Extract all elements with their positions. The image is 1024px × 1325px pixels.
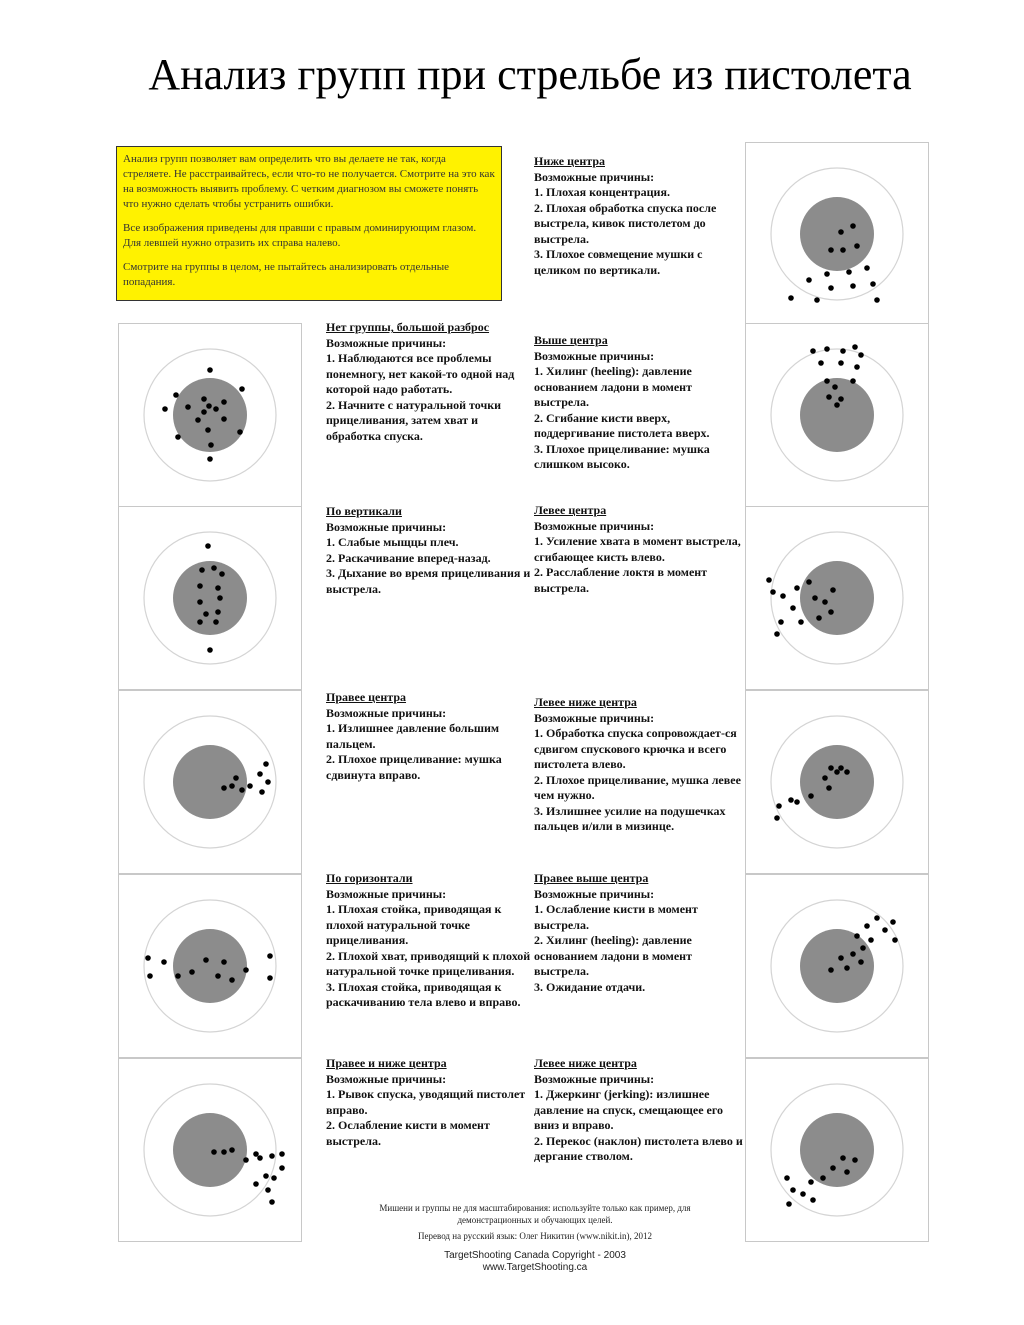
footer-translator: Перевод на русский язык: Олег Никитин (www.nikit.in), 2012 — [418, 1231, 652, 1241]
shot-hole — [870, 281, 876, 287]
shot-hole — [766, 577, 772, 583]
shot-hole — [816, 615, 822, 621]
shot-hole — [247, 783, 253, 789]
desc-left-4 — [326, 1056, 536, 1149]
shot-hole — [774, 815, 780, 821]
shot-hole — [868, 937, 874, 943]
shot-hole — [185, 404, 191, 410]
desc-line: 1. Излишнее давление большим пальцем. — [326, 721, 500, 751]
shot-hole — [822, 775, 828, 781]
desc-line: 2. Перекос (наклон) пистолета влево и дергание стволом. — [534, 1133, 743, 1163]
target-bullseye — [173, 1113, 247, 1187]
desc-heading: Нет группы, большой разброс — [326, 320, 490, 334]
desc-left-2 — [326, 690, 536, 783]
shot-hole — [145, 955, 151, 961]
shot-hole — [257, 771, 263, 777]
desc-line: 1. Джеркинг (jerking): излишнее давление на спуск, смещающее его вниз и вправо. — [534, 1087, 724, 1132]
desc-heading: Правее центра — [326, 690, 407, 704]
shot-hole — [850, 283, 856, 289]
desc-heading: По горизонтали — [326, 871, 413, 885]
shot-hole — [197, 619, 203, 625]
shot-hole — [189, 969, 195, 975]
shot-hole — [271, 1175, 277, 1181]
desc-line: Возможные причины: — [326, 705, 447, 720]
shot-hole — [846, 269, 852, 275]
intro-paragraph: Все изображения приведены для правши с правым доминирующим глазом. Для левшей нужно отразить их справа налево. — [123, 222, 477, 249]
target-graphic — [746, 507, 928, 689]
target-graphic — [746, 1059, 928, 1241]
shot-hole — [221, 416, 227, 422]
shot-hole — [259, 789, 265, 795]
desc-line: 1. Плохая концентрация. — [534, 185, 670, 199]
target-graphic — [119, 875, 301, 1057]
shot-hole — [206, 403, 212, 409]
desc-line: 2. Плохое прицеливание, мушка левее чем нужно. — [534, 772, 741, 802]
desc-line: 1. Ослабление кисти в момент выстрела. — [534, 902, 698, 932]
shot-hole — [195, 417, 201, 423]
target-graphic — [119, 691, 301, 873]
desc-line: Возможные причины: — [534, 169, 655, 184]
shot-hole — [890, 919, 896, 925]
target-graphic — [746, 143, 928, 325]
shot-hole — [850, 951, 856, 957]
desc-line: Возможные причины: — [326, 1071, 447, 1086]
desc-line: 1. Обработка спуска сопровождает-ся сдвигом спускового крючка и всего пистолета влево. — [534, 726, 737, 771]
shot-hole — [828, 285, 834, 291]
shot-hole — [810, 348, 816, 354]
shot-hole — [221, 785, 227, 791]
desc-line: 2. Начните с натуральной точки прицеливания, затем хват и обработка спуска. — [326, 397, 502, 443]
desc-right-4 — [534, 871, 744, 995]
target-graphic — [119, 1059, 301, 1241]
shot-hole — [844, 769, 850, 775]
shot-hole — [838, 360, 844, 366]
shot-hole — [784, 1175, 790, 1181]
shot-hole — [820, 1175, 826, 1181]
shot-hole — [838, 396, 844, 402]
shot-hole — [207, 456, 213, 462]
shot-hole — [201, 409, 207, 415]
desc-line: Возможные причины: — [534, 348, 655, 363]
shot-hole — [243, 967, 249, 973]
shot-hole — [205, 543, 211, 549]
shot-hole — [253, 1151, 259, 1157]
desc-right-2 — [534, 503, 744, 596]
target-left-4 — [118, 1058, 302, 1242]
desc-left-3 — [326, 871, 536, 1011]
desc-line: 3. Плохое совмещение мушки с целиком по вертикали. — [534, 247, 703, 277]
shot-hole — [215, 585, 221, 591]
shot-hole — [824, 271, 830, 277]
desc-right-5 — [534, 1056, 744, 1165]
shot-hole — [267, 953, 273, 959]
shot-hole — [199, 567, 205, 573]
desc-heading: По вертикали — [326, 504, 402, 518]
desc-line: Возможные причины: — [534, 518, 655, 533]
shot-hole — [806, 579, 812, 585]
shot-hole — [830, 1165, 836, 1171]
desc-line: Возможные причины: — [534, 710, 655, 725]
shot-hole — [818, 360, 824, 366]
footer-note: Мишени и группы не для масштабирования: используйте только как пример, для демонстрационных и обучающих целей. — [379, 1203, 691, 1225]
shot-hole — [229, 1147, 235, 1153]
shot-hole — [864, 923, 870, 929]
shot-hole — [834, 769, 840, 775]
shot-hole — [211, 565, 217, 571]
shot-hole — [221, 399, 227, 405]
shot-hole — [279, 1165, 285, 1171]
shot-hole — [197, 599, 203, 605]
desc-heading: Левее центра — [534, 503, 607, 517]
shot-hole — [828, 247, 834, 253]
shot-hole — [239, 386, 245, 392]
footer-site: www.TargetShooting.ca — [482, 1262, 588, 1273]
target-bullseye — [800, 1113, 874, 1187]
target-right-2 — [745, 506, 929, 690]
target-bullseye — [800, 929, 874, 1003]
desc-right-3 — [534, 695, 744, 835]
desc-line: 1. Усиление хвата в момент выстрела, сгибающее кисть влево. — [534, 534, 741, 564]
shot-hole — [838, 955, 844, 961]
desc-line: 3. Плохая стойка, приводящая к раскачиванию тела влево и вправо. — [326, 979, 521, 1009]
shot-hole — [215, 609, 221, 615]
shot-hole — [850, 378, 856, 384]
shot-hole — [161, 959, 167, 965]
shot-hole — [840, 247, 846, 253]
desc-line: 2. Плохой хват, приводящий к плохой натуральной точке прицеливания. — [326, 948, 531, 978]
desc-left-1 — [326, 504, 536, 597]
target-bullseye — [173, 561, 247, 635]
target-right-3 — [745, 690, 929, 874]
desc-heading: Правее и ниже центра — [326, 1056, 447, 1070]
shot-hole — [215, 973, 221, 979]
shot-hole — [844, 1169, 850, 1175]
shot-hole — [265, 779, 271, 785]
target-bullseye — [173, 378, 247, 452]
shot-hole — [794, 585, 800, 591]
shot-hole — [175, 434, 181, 440]
target-bullseye — [800, 197, 874, 271]
desc-line: 2. Раскачивание вперед-назад. — [326, 550, 491, 565]
shot-hole — [267, 975, 273, 981]
shot-hole — [253, 1181, 259, 1187]
shot-hole — [207, 647, 213, 653]
shot-hole — [197, 583, 203, 589]
shot-hole — [205, 427, 211, 433]
shot-hole — [279, 1151, 285, 1157]
shot-hole — [213, 406, 219, 412]
shot-hole — [217, 595, 223, 601]
intro-paragraph: Анализ групп позволяет вам определить что вы делаете не так, когда стреляете. Не расстраивайтесь, если что-то не получается. Смотрите на это как на возможность выявить проблему. С четким диагнозом вы сможете понять что нужно сделать чтобы устранить ошибки. — [123, 153, 495, 210]
shot-hole — [147, 973, 153, 979]
shot-hole — [858, 959, 864, 965]
shot-hole — [860, 945, 866, 951]
shot-hole — [826, 394, 832, 400]
shot-hole — [239, 787, 245, 793]
desc-right-0 — [534, 154, 744, 278]
target-left-0 — [118, 323, 302, 507]
shot-hole — [840, 1155, 846, 1161]
shot-hole — [162, 406, 168, 412]
shot-hole — [852, 1157, 858, 1163]
shot-hole — [213, 619, 219, 625]
target-right-0 — [745, 142, 929, 326]
shot-hole — [219, 571, 225, 577]
intro-box — [116, 146, 502, 301]
shot-hole — [778, 619, 784, 625]
shot-hole — [828, 765, 834, 771]
target-bullseye — [800, 378, 874, 452]
target-graphic — [746, 324, 928, 506]
desc-heading: Правее выше центра — [534, 871, 649, 885]
target-bullseye — [173, 745, 247, 819]
shot-hole — [834, 402, 840, 408]
shot-hole — [852, 344, 858, 350]
desc-left-0 — [326, 320, 536, 444]
shot-hole — [203, 611, 209, 617]
shot-hole — [808, 793, 814, 799]
shot-hole — [858, 352, 864, 358]
shot-hole — [828, 967, 834, 973]
target-bullseye — [800, 561, 874, 635]
footer-copyright: TargetShooting Canada Copyright - 2003 — [444, 1250, 626, 1261]
desc-line: 3. Дыхание во время прицеливания и выстрела. — [326, 566, 531, 596]
shot-hole — [257, 1155, 263, 1161]
desc-line: 2. Сгибание кисти вверх, поддергивание пистолета вверх. — [534, 410, 710, 440]
shot-hole — [812, 595, 818, 601]
shot-hole — [788, 295, 794, 301]
shot-hole — [874, 915, 880, 921]
shot-hole — [788, 797, 794, 803]
shot-hole — [808, 1179, 814, 1185]
shot-hole — [838, 229, 844, 235]
shot-hole — [263, 761, 269, 767]
desc-line: 2. Ослабление кисти в момент выстрела. — [326, 1118, 490, 1148]
shot-hole — [243, 1157, 249, 1163]
shot-hole — [173, 392, 179, 398]
shot-hole — [774, 631, 780, 637]
shot-hole — [207, 367, 213, 373]
desc-line: Возможные причины: — [326, 335, 447, 350]
shot-hole — [828, 609, 834, 615]
desc-heading: Левее ниже центра — [534, 695, 637, 709]
shot-hole — [882, 927, 888, 933]
shot-hole — [233, 775, 239, 781]
shot-hole — [810, 1197, 816, 1203]
intro-paragraph: Смотрите на группы в целом, не пытайтесь анализировать отдельные попадания. — [123, 261, 450, 288]
desc-line: 2. Плохое прицеливание: мушка сдвинута вправо. — [326, 752, 502, 782]
desc-line: 1. Плохая стойка, приводящая к плохой натуральной точке прицеливания. — [326, 902, 502, 947]
shot-hole — [211, 1149, 217, 1155]
target-graphic — [119, 324, 301, 506]
shot-hole — [776, 803, 782, 809]
shot-hole — [221, 1149, 227, 1155]
page-title: Анализ групп при стрельбе из пистолета — [148, 50, 912, 99]
shot-hole — [844, 965, 850, 971]
desc-line: 3. Плохое прицеливание: мушка слишком высоко. — [534, 441, 710, 471]
target-graphic — [119, 507, 301, 689]
desc-line: 2. Расслабление локтя в момент выстрела. — [534, 565, 708, 595]
shot-hole — [850, 223, 856, 229]
desc-heading: Выше центра — [534, 333, 608, 347]
desc-right-1 — [534, 333, 744, 473]
desc-line: 2. Хилинг (heeling): давление основанием ладони в момент выстрела. — [534, 933, 692, 978]
shot-hole — [806, 277, 812, 283]
shot-hole — [221, 959, 227, 965]
shot-hole — [838, 765, 844, 771]
target-right-4 — [745, 874, 929, 1058]
shot-hole — [265, 1187, 271, 1193]
shot-hole — [794, 799, 800, 805]
desc-line: Возможные причины: — [326, 886, 447, 901]
shot-hole — [840, 348, 846, 354]
target-right-1 — [745, 323, 929, 507]
shot-hole — [830, 587, 836, 593]
shot-hole — [800, 1191, 806, 1197]
shot-hole — [824, 346, 830, 352]
shot-hole — [854, 933, 860, 939]
target-bullseye — [800, 745, 874, 819]
desc-line: 3. Излишнее усилие на подушечках пальцев и/или в мизинце. — [534, 803, 726, 833]
shot-hole — [892, 937, 898, 943]
shot-hole — [790, 605, 796, 611]
shot-hole — [822, 599, 828, 605]
shot-hole — [229, 783, 235, 789]
shot-hole — [824, 378, 830, 384]
desc-line: 1. Слабые мыщцы плеч. — [326, 535, 459, 549]
target-graphic — [746, 875, 928, 1057]
shot-hole — [832, 384, 838, 390]
shot-hole — [175, 973, 181, 979]
target-left-2 — [118, 690, 302, 874]
desc-line: Возможные причины: — [326, 519, 447, 534]
shot-hole — [263, 1173, 269, 1179]
desc-line: 3. Ожидание отдачи. — [534, 979, 646, 994]
target-left-3 — [118, 874, 302, 1058]
shot-hole — [770, 589, 776, 595]
target-left-1 — [118, 506, 302, 690]
target-right-5 — [745, 1058, 929, 1242]
shot-hole — [786, 1201, 792, 1207]
shot-hole — [201, 396, 207, 402]
desc-line: 1. Хилинг (heeling): давление основанием ладони в момент выстрела. — [534, 364, 692, 409]
shot-hole — [203, 957, 209, 963]
target-bullseye — [173, 929, 247, 1003]
shot-hole — [798, 619, 804, 625]
shot-hole — [854, 243, 860, 249]
desc-line: 2. Плохая обработка спуска после выстрела, кивок пистолетом до выстрела. — [534, 200, 717, 246]
shot-hole — [814, 297, 820, 303]
desc-line: 1. Наблюдаются все проблемы понемногу, нет какой-то одной над которой надо работать. — [326, 351, 515, 396]
shot-hole — [208, 442, 214, 448]
desc-line: Возможные причины: — [534, 886, 655, 901]
shot-hole — [269, 1153, 275, 1159]
desc-heading: Ниже центра — [534, 154, 605, 168]
shot-hole — [790, 1187, 796, 1193]
target-graphic — [746, 691, 928, 873]
desc-line: 1. Рывок спуска, уводящий пистолет вправо. — [326, 1087, 526, 1117]
shot-hole — [229, 977, 235, 983]
shot-hole — [874, 297, 880, 303]
shot-hole — [854, 364, 860, 370]
shot-hole — [826, 785, 832, 791]
desc-heading: Левее ниже центра — [534, 1056, 637, 1070]
desc-line: Возможные причины: — [534, 1071, 655, 1086]
shot-hole — [269, 1199, 275, 1205]
shot-hole — [780, 593, 786, 599]
shot-hole — [864, 265, 870, 271]
shot-hole — [237, 429, 243, 435]
